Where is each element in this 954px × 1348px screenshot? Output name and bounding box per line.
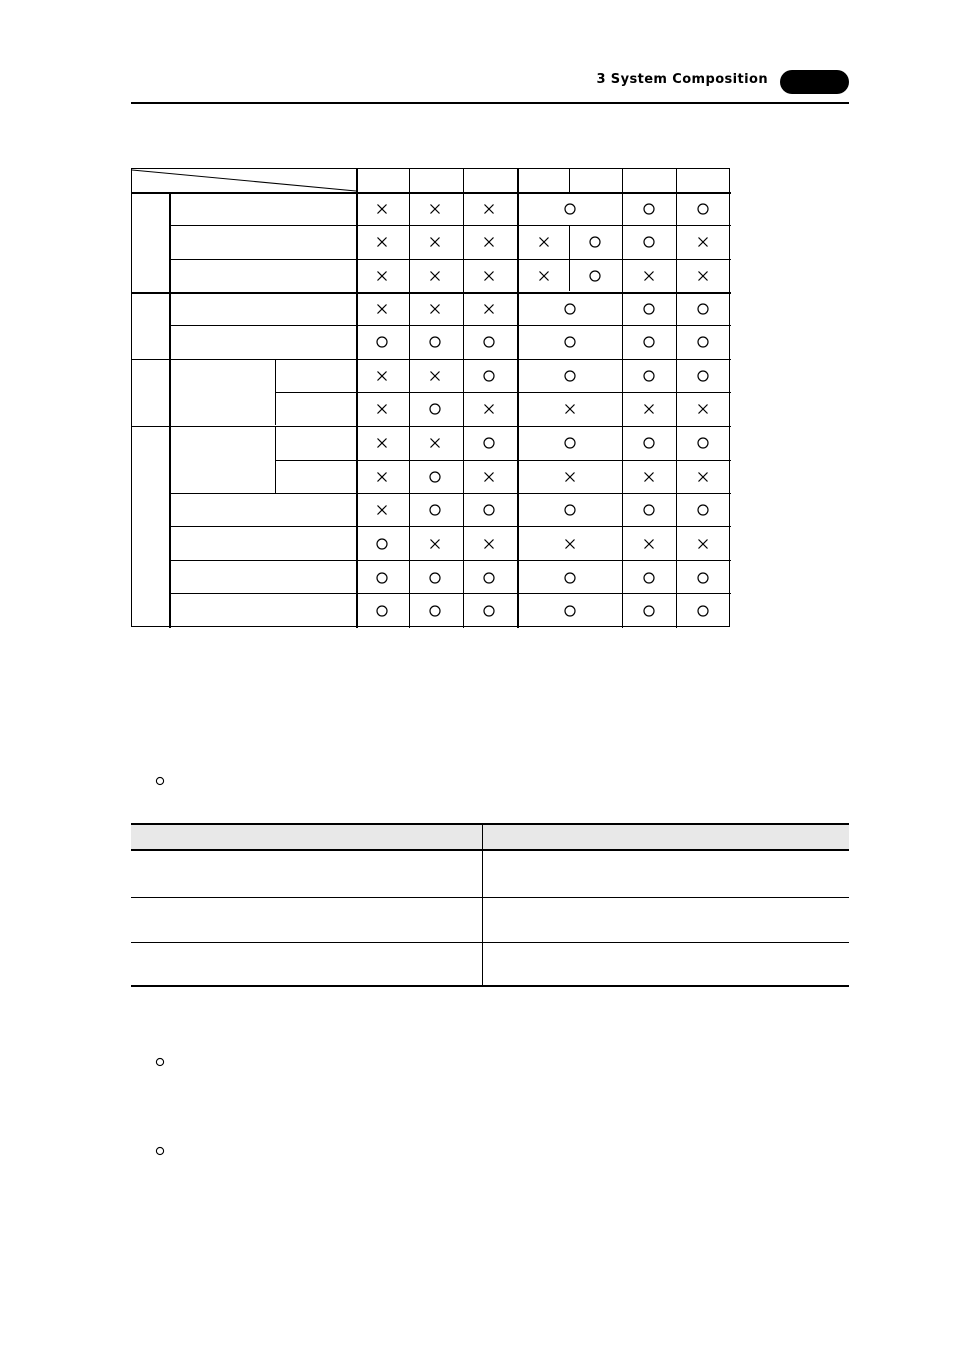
unsupported-mark — [639, 534, 659, 554]
supported-mark — [693, 601, 713, 621]
unsupported-mark — [639, 399, 659, 419]
row-divider — [131, 897, 849, 898]
supported-mark — [479, 433, 499, 453]
row-divider — [275, 460, 731, 461]
unsupported-mark — [425, 299, 445, 319]
row-divider — [169, 325, 731, 326]
supported-mark — [639, 199, 659, 219]
settings-table — [131, 823, 849, 987]
supported-mark — [639, 232, 659, 252]
supported-mark — [693, 332, 713, 352]
table-bottom-rule — [131, 985, 849, 987]
supported-mark — [425, 500, 445, 520]
row-divider — [132, 292, 731, 294]
row-divider — [131, 942, 849, 943]
unsupported-mark — [693, 266, 713, 286]
row-divider — [132, 426, 731, 427]
column-divider — [169, 192, 171, 628]
unsupported-mark — [479, 299, 499, 319]
unsupported-mark — [372, 433, 392, 453]
column-divider — [569, 169, 570, 192]
supported-mark — [560, 332, 580, 352]
supported-mark — [372, 568, 392, 588]
bullet-circle — [155, 1057, 165, 1067]
unsupported-mark — [425, 534, 445, 554]
settings-table-header — [131, 823, 849, 849]
supported-mark — [639, 433, 659, 453]
supported-mark — [639, 601, 659, 621]
supported-mark — [639, 299, 659, 319]
supported-mark — [479, 366, 499, 386]
row-divider — [169, 225, 731, 226]
supported-mark — [639, 366, 659, 386]
unsupported-mark — [534, 266, 554, 286]
supported-mark — [560, 366, 580, 386]
supported-mark — [639, 568, 659, 588]
supported-mark — [479, 601, 499, 621]
header-rule — [131, 102, 849, 104]
unsupported-mark — [479, 534, 499, 554]
unsupported-mark — [372, 199, 392, 219]
row-divider — [132, 359, 731, 360]
unsupported-mark — [693, 399, 713, 419]
unsupported-mark — [372, 266, 392, 286]
table-top-rule — [131, 823, 849, 825]
unsupported-mark — [479, 266, 499, 286]
unsupported-mark — [425, 232, 445, 252]
unsupported-mark — [693, 232, 713, 252]
unsupported-mark — [372, 232, 392, 252]
unsupported-mark — [560, 534, 580, 554]
column-divider — [482, 823, 483, 987]
supported-mark — [372, 601, 392, 621]
supported-mark — [425, 332, 445, 352]
unsupported-mark — [639, 467, 659, 487]
unsupported-mark — [560, 467, 580, 487]
unsupported-mark — [372, 366, 392, 386]
unsupported-mark — [479, 467, 499, 487]
supported-mark — [693, 568, 713, 588]
unsupported-mark — [560, 399, 580, 419]
unsupported-mark — [425, 433, 445, 453]
row-divider — [169, 560, 731, 561]
supported-mark — [585, 266, 605, 286]
supported-mark — [479, 568, 499, 588]
supported-mark — [693, 366, 713, 386]
page-number-pill — [780, 70, 849, 94]
supported-mark — [425, 399, 445, 419]
supported-mark — [425, 467, 445, 487]
supported-mark — [693, 500, 713, 520]
supported-mark — [425, 601, 445, 621]
row-divider — [169, 526, 731, 527]
supported-mark — [693, 199, 713, 219]
column-divider — [569, 225, 570, 291]
unsupported-mark — [639, 266, 659, 286]
unsupported-mark — [425, 266, 445, 286]
unsupported-mark — [534, 232, 554, 252]
header-title: 3 System Composition — [596, 72, 768, 87]
row-divider — [169, 593, 731, 594]
supported-mark — [585, 232, 605, 252]
supported-mark — [479, 332, 499, 352]
supported-mark — [693, 299, 713, 319]
unsupported-mark — [693, 467, 713, 487]
supported-mark — [560, 500, 580, 520]
unsupported-mark — [372, 299, 392, 319]
supported-mark — [372, 534, 392, 554]
header-diagonal — [132, 169, 358, 193]
supported-mark — [560, 601, 580, 621]
supported-mark — [479, 500, 499, 520]
supported-mark — [693, 433, 713, 453]
supported-mark — [560, 199, 580, 219]
bullet-circle — [155, 776, 165, 786]
unsupported-mark — [479, 232, 499, 252]
unsupported-mark — [693, 534, 713, 554]
supported-mark — [425, 568, 445, 588]
unsupported-mark — [372, 500, 392, 520]
supported-mark — [639, 500, 659, 520]
bullet-circle — [155, 1146, 165, 1156]
row-divider — [169, 259, 731, 260]
supported-mark — [560, 299, 580, 319]
supported-mark — [639, 332, 659, 352]
supported-mark — [560, 433, 580, 453]
supported-mark — [560, 568, 580, 588]
row-divider — [169, 493, 731, 494]
unsupported-mark — [425, 199, 445, 219]
header-bottom-rule — [131, 849, 849, 851]
unsupported-mark — [425, 366, 445, 386]
unsupported-mark — [372, 399, 392, 419]
unsupported-mark — [479, 199, 499, 219]
unsupported-mark — [372, 467, 392, 487]
row-divider — [275, 392, 731, 393]
unsupported-mark — [479, 399, 499, 419]
supported-mark — [372, 332, 392, 352]
row-divider — [132, 192, 731, 194]
